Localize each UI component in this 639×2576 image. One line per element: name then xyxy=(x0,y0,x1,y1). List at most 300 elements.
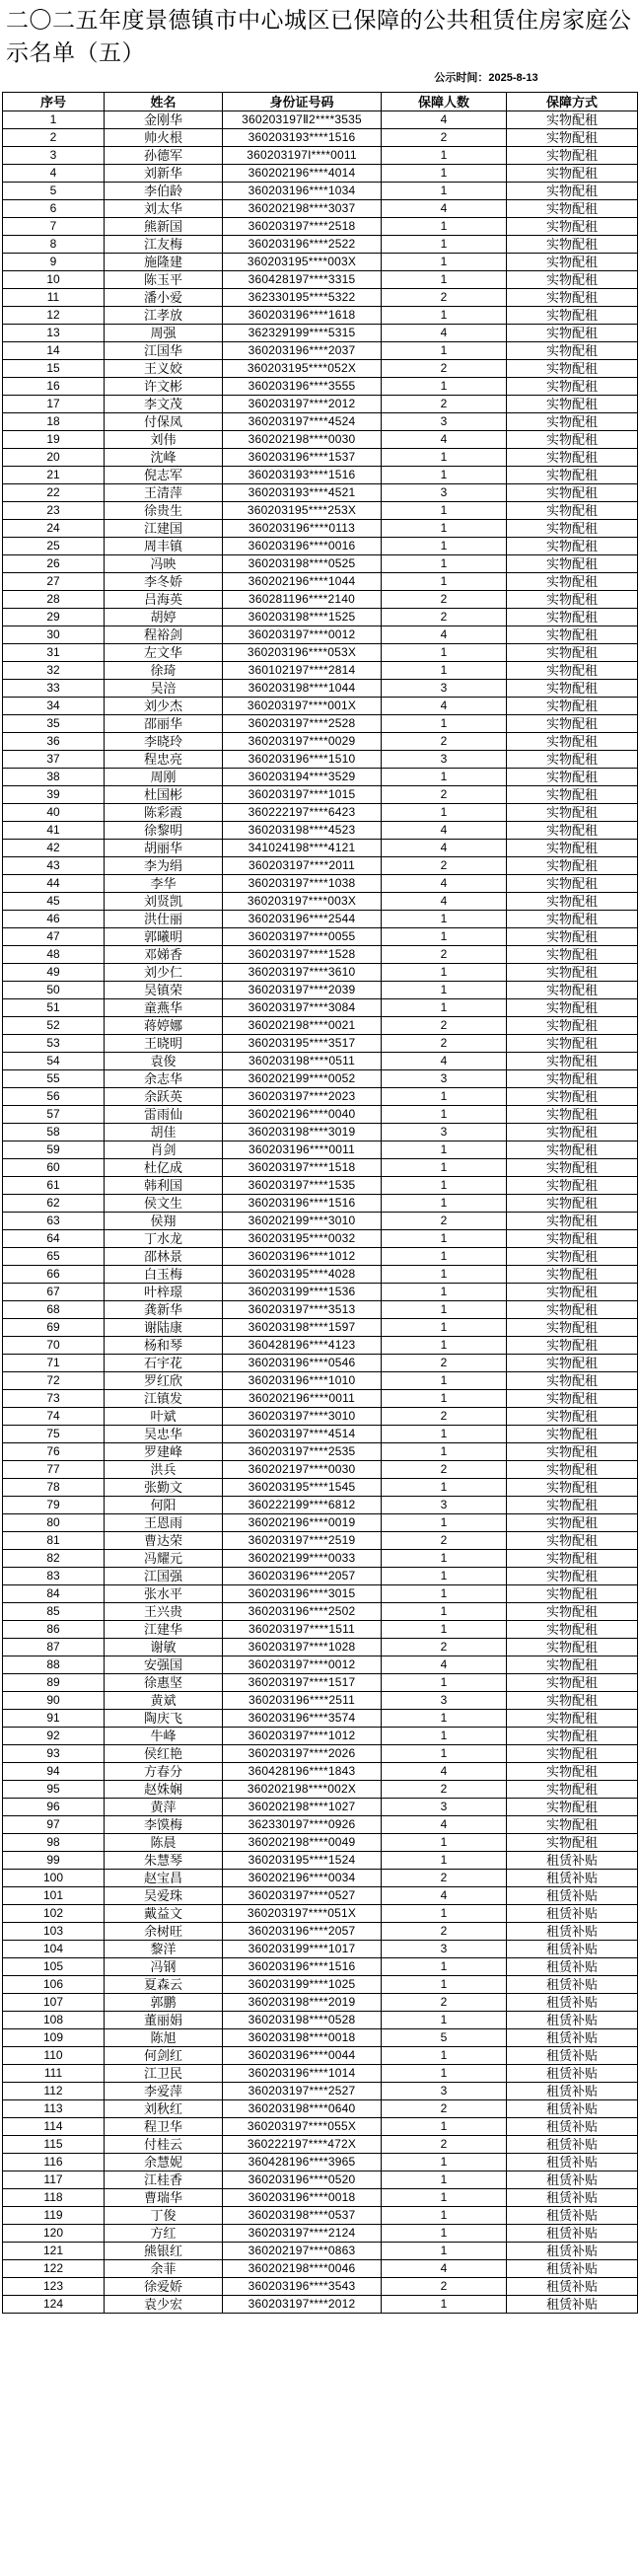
cell-support-type: 实物配租 xyxy=(507,378,638,396)
cell-seq: 69 xyxy=(3,1319,105,1337)
cell-support-type: 实物配租 xyxy=(507,1834,638,1852)
table-row xyxy=(3,2260,638,2278)
table-row xyxy=(3,307,638,325)
cell-household-size: 1 xyxy=(382,236,507,254)
cell-household-size: 2 xyxy=(382,1639,507,1656)
table-row xyxy=(3,555,638,573)
table-row xyxy=(3,2189,638,2207)
cell-id-number: 360203197I****0011 xyxy=(223,147,382,165)
cell-name: 石宇花 xyxy=(105,1355,223,1372)
cell-name: 金刚华 xyxy=(105,111,223,129)
cell-seq: 75 xyxy=(3,1426,105,1443)
cell-id-number: 360203193****4521 xyxy=(223,484,382,502)
table-row xyxy=(3,857,638,875)
table-row xyxy=(3,360,638,378)
cell-support-type: 实物配租 xyxy=(507,520,638,538)
cell-id-number: 360203195****052X xyxy=(223,360,382,378)
cell-id-number: 360203199****1025 xyxy=(223,1976,382,1994)
cell-id-number: 341024198****4121 xyxy=(223,840,382,857)
table-row xyxy=(3,1799,638,1816)
cell-household-size: 3 xyxy=(382,413,507,431)
cell-support-type: 实物配租 xyxy=(507,698,638,715)
cell-name: 丁水龙 xyxy=(105,1230,223,1248)
cell-name: 付桂云 xyxy=(105,2136,223,2154)
cell-support-type: 实物配租 xyxy=(507,840,638,857)
cell-name: 帅火根 xyxy=(105,129,223,147)
cell-household-size: 2 xyxy=(382,609,507,626)
cell-id-number: 360203197****1511 xyxy=(223,1621,382,1639)
cell-name: 余慧妮 xyxy=(105,2154,223,2171)
cell-name: 江建国 xyxy=(105,520,223,538)
cell-seq: 24 xyxy=(3,520,105,538)
table-row xyxy=(3,1674,638,1692)
cell-seq: 21 xyxy=(3,467,105,484)
cell-name: 江桂香 xyxy=(105,2171,223,2189)
cell-name: 刘少仁 xyxy=(105,964,223,982)
cell-household-size: 1 xyxy=(382,1266,507,1284)
cell-id-number: 360203197****2535 xyxy=(223,1443,382,1461)
cell-id-number: 360428196****3965 xyxy=(223,2154,382,2171)
cell-support-type: 实物配租 xyxy=(507,1745,638,1763)
cell-id-number: 360203196****0113 xyxy=(223,520,382,538)
cell-support-type: 实物配租 xyxy=(507,1230,638,1248)
cell-name: 安强国 xyxy=(105,1656,223,1674)
cell-id-number: 360202196****0040 xyxy=(223,1106,382,1124)
cell-name: 吴镇荣 xyxy=(105,982,223,999)
cell-name: 郭曦明 xyxy=(105,928,223,946)
cell-seq: 22 xyxy=(3,484,105,502)
cell-name: 王晓明 xyxy=(105,1035,223,1053)
cell-id-number: 360203196****3574 xyxy=(223,1710,382,1728)
cell-household-size: 1 xyxy=(382,1976,507,1994)
cell-id-number: 360203197****1015 xyxy=(223,786,382,804)
cell-name: 陈旭 xyxy=(105,2029,223,2047)
cell-seq: 88 xyxy=(3,1656,105,1674)
cell-id-number: 360203196****0016 xyxy=(223,538,382,555)
cell-support-type: 实物配租 xyxy=(507,1603,638,1621)
cell-name: 谢敏 xyxy=(105,1639,223,1656)
cell-support-type: 租赁补贴 xyxy=(507,2083,638,2100)
cell-household-size: 4 xyxy=(382,698,507,715)
table-row xyxy=(3,2083,638,2100)
cell-support-type: 租赁补贴 xyxy=(507,1870,638,1887)
cell-seq: 35 xyxy=(3,715,105,733)
cell-name: 余跃英 xyxy=(105,1088,223,1106)
cell-household-size: 1 xyxy=(382,1728,507,1745)
cell-seq: 48 xyxy=(3,946,105,964)
cell-seq: 57 xyxy=(3,1106,105,1124)
cell-household-size: 1 xyxy=(382,538,507,555)
cell-name: 白玉梅 xyxy=(105,1266,223,1284)
cell-id-number: 360202198****0021 xyxy=(223,1017,382,1035)
cell-seq: 81 xyxy=(3,1532,105,1550)
table-row xyxy=(3,1124,638,1141)
cell-household-size: 4 xyxy=(382,626,507,644)
cell-seq: 89 xyxy=(3,1674,105,1692)
cell-household-size: 1 xyxy=(382,715,507,733)
cell-name: 胡丽华 xyxy=(105,840,223,857)
cell-id-number: 360203197****1012 xyxy=(223,1728,382,1745)
table-row xyxy=(3,822,638,840)
cell-household-size: 1 xyxy=(382,218,507,236)
cell-support-type: 实物配租 xyxy=(507,1301,638,1319)
cell-id-number: 360203198****3019 xyxy=(223,1124,382,1141)
cell-seq: 113 xyxy=(3,2100,105,2118)
table-row xyxy=(3,2065,638,2083)
table-row xyxy=(3,200,638,218)
cell-seq: 44 xyxy=(3,875,105,893)
cell-support-type: 实物配租 xyxy=(507,165,638,183)
cell-id-number: 360281196****2140 xyxy=(223,591,382,609)
cell-seq: 108 xyxy=(3,2012,105,2029)
cell-seq: 2 xyxy=(3,129,105,147)
cell-seq: 120 xyxy=(3,2225,105,2243)
cell-name: 洪兵 xyxy=(105,1461,223,1479)
cell-household-size: 4 xyxy=(382,325,507,342)
cell-name: 韩利国 xyxy=(105,1177,223,1195)
cell-seq: 84 xyxy=(3,1585,105,1603)
cell-id-number: 362330195****5322 xyxy=(223,289,382,307)
cell-seq: 62 xyxy=(3,1195,105,1213)
header-name: 姓名 xyxy=(105,93,223,111)
cell-name: 陈晨 xyxy=(105,1834,223,1852)
cell-support-type: 实物配租 xyxy=(507,1692,638,1710)
table-row xyxy=(3,1514,638,1532)
cell-support-type: 实物配租 xyxy=(507,1799,638,1816)
cell-support-type: 实物配租 xyxy=(507,662,638,680)
cell-seq: 98 xyxy=(3,1834,105,1852)
table-row xyxy=(3,1994,638,2012)
cell-id-number: 360203197****0012 xyxy=(223,1656,382,1674)
cell-support-type: 实物配租 xyxy=(507,911,638,928)
cell-support-type: 实物配租 xyxy=(507,786,638,804)
cell-id-number: 360203197****003X xyxy=(223,893,382,911)
cell-seq: 43 xyxy=(3,857,105,875)
cell-name: 徐爱娇 xyxy=(105,2278,223,2296)
table-row xyxy=(3,1550,638,1568)
cell-household-size: 1 xyxy=(382,1479,507,1497)
cell-household-size: 2 xyxy=(382,733,507,751)
cell-household-size: 1 xyxy=(382,1177,507,1195)
cell-id-number: 360203196****1618 xyxy=(223,307,382,325)
cell-seq: 49 xyxy=(3,964,105,982)
cell-household-size: 4 xyxy=(382,875,507,893)
cell-id-number: 360203196****1014 xyxy=(223,2065,382,2083)
cell-household-size: 4 xyxy=(382,1887,507,1905)
cell-seq: 58 xyxy=(3,1124,105,1141)
cell-seq: 118 xyxy=(3,2189,105,2207)
cell-id-number: 360203197****3513 xyxy=(223,1301,382,1319)
table-row xyxy=(3,1230,638,1248)
cell-household-size: 1 xyxy=(382,520,507,538)
table-row xyxy=(3,1266,638,1284)
cell-name: 徐惠坚 xyxy=(105,1674,223,1692)
table-row xyxy=(3,1017,638,1035)
cell-name: 施隆建 xyxy=(105,254,223,271)
cell-seq: 67 xyxy=(3,1284,105,1301)
table-row xyxy=(3,804,638,822)
cell-name: 李馍梅 xyxy=(105,1816,223,1834)
cell-support-type: 租赁补贴 xyxy=(507,2065,638,2083)
cell-seq: 12 xyxy=(3,307,105,325)
cell-household-size: 1 xyxy=(382,1710,507,1728)
cell-support-type: 实物配租 xyxy=(507,1461,638,1479)
table-row xyxy=(3,1532,638,1550)
cell-seq: 41 xyxy=(3,822,105,840)
table-row xyxy=(3,1568,638,1585)
cell-id-number: 360203197****3010 xyxy=(223,1408,382,1426)
cell-id-number: 360203195****0032 xyxy=(223,1230,382,1248)
cell-support-type: 实物配租 xyxy=(507,751,638,769)
table-row xyxy=(3,1443,638,1461)
cell-name: 付保凤 xyxy=(105,413,223,431)
cell-seq: 117 xyxy=(3,2171,105,2189)
table-row xyxy=(3,1887,638,1905)
cell-name: 杨和琴 xyxy=(105,1337,223,1355)
cell-support-type: 实物配租 xyxy=(507,200,638,218)
cell-name: 江孝放 xyxy=(105,307,223,325)
cell-household-size: 1 xyxy=(382,573,507,591)
table-row xyxy=(3,1461,638,1479)
cell-seq: 55 xyxy=(3,1070,105,1088)
cell-seq: 32 xyxy=(3,662,105,680)
cell-household-size: 3 xyxy=(382,1941,507,1958)
cell-name: 吴涪 xyxy=(105,680,223,698)
table-row xyxy=(3,1905,638,1923)
cell-name: 刘贤凯 xyxy=(105,893,223,911)
cell-seq: 72 xyxy=(3,1372,105,1390)
table-row xyxy=(3,1355,638,1372)
cell-household-size: 1 xyxy=(382,254,507,271)
cell-name: 江镇发 xyxy=(105,1390,223,1408)
table-row xyxy=(3,1159,638,1177)
cell-seq: 95 xyxy=(3,1781,105,1799)
cell-name: 陶庆飞 xyxy=(105,1710,223,1728)
cell-household-size: 1 xyxy=(382,1834,507,1852)
cell-support-type: 实物配租 xyxy=(507,413,638,431)
cell-name: 龚新华 xyxy=(105,1301,223,1319)
cell-seq: 124 xyxy=(3,2296,105,2314)
cell-support-type: 实物配租 xyxy=(507,1372,638,1390)
cell-household-size: 3 xyxy=(382,484,507,502)
cell-name: 江卫民 xyxy=(105,2065,223,2083)
cell-household-size: 2 xyxy=(382,946,507,964)
cell-support-type: 实物配租 xyxy=(507,396,638,413)
cell-household-size: 1 xyxy=(382,644,507,662)
cell-household-size: 1 xyxy=(382,2012,507,2029)
cell-support-type: 租赁补贴 xyxy=(507,2029,638,2047)
cell-support-type: 实物配租 xyxy=(507,484,638,502)
cell-name: 邓娣香 xyxy=(105,946,223,964)
cell-household-size: 2 xyxy=(382,2278,507,2296)
cell-household-size: 1 xyxy=(382,2189,507,2207)
cell-seq: 11 xyxy=(3,289,105,307)
cell-support-type: 实物配租 xyxy=(507,1674,638,1692)
cell-seq: 122 xyxy=(3,2260,105,2278)
cell-household-size: 1 xyxy=(382,449,507,467)
cell-household-size: 1 xyxy=(382,1443,507,1461)
cell-household-size: 3 xyxy=(382,1799,507,1816)
table-row xyxy=(3,147,638,165)
table-row xyxy=(3,218,638,236)
cell-id-number: 360203197****2026 xyxy=(223,1745,382,1763)
cell-name: 江友梅 xyxy=(105,236,223,254)
cell-name: 李晓玲 xyxy=(105,733,223,751)
cell-household-size: 1 xyxy=(382,1905,507,1923)
cell-support-type: 实物配租 xyxy=(507,1728,638,1745)
table-row xyxy=(3,342,638,360)
cell-support-type: 实物配租 xyxy=(507,467,638,484)
table-row xyxy=(3,271,638,289)
cell-id-number: 360203197****2023 xyxy=(223,1088,382,1106)
cell-id-number: 360203198****1525 xyxy=(223,609,382,626)
cell-id-number: 360203194****3529 xyxy=(223,769,382,786)
cell-seq: 40 xyxy=(3,804,105,822)
cell-id-number: 360203196****3543 xyxy=(223,2278,382,2296)
table-row xyxy=(3,1390,638,1408)
cell-household-size: 4 xyxy=(382,840,507,857)
cell-seq: 110 xyxy=(3,2047,105,2065)
cell-household-size: 4 xyxy=(382,111,507,129)
cell-household-size: 1 xyxy=(382,662,507,680)
table-row xyxy=(3,254,638,271)
cell-id-number: 360203197****1038 xyxy=(223,875,382,893)
cell-household-size: 4 xyxy=(382,1816,507,1834)
cell-support-type: 实物配租 xyxy=(507,875,638,893)
table-row xyxy=(3,165,638,183)
publish-date: 公示时间：2025-8-13 xyxy=(434,72,538,84)
cell-seq: 83 xyxy=(3,1568,105,1585)
cell-household-size: 4 xyxy=(382,1656,507,1674)
cell-id-number: 360203197****055X xyxy=(223,2118,382,2136)
cell-household-size: 1 xyxy=(382,1106,507,1124)
cell-seq: 91 xyxy=(3,1710,105,1728)
cell-id-number: 360203196****2057 xyxy=(223,1923,382,1941)
cell-id-number: 360203196****2511 xyxy=(223,1692,382,1710)
cell-seq: 9 xyxy=(3,254,105,271)
table-row xyxy=(3,1035,638,1053)
cell-id-number: 360203197****2012 xyxy=(223,396,382,413)
cell-id-number: 360203197****0029 xyxy=(223,733,382,751)
cell-support-type: 实物配租 xyxy=(507,1319,638,1337)
cell-support-type: 实物配租 xyxy=(507,1621,638,1639)
cell-seq: 103 xyxy=(3,1923,105,1941)
cell-seq: 54 xyxy=(3,1053,105,1070)
table-row xyxy=(3,1195,638,1213)
cell-support-type: 实物配租 xyxy=(507,857,638,875)
cell-support-type: 实物配租 xyxy=(507,964,638,982)
cell-id-number: 360203198****4523 xyxy=(223,822,382,840)
cell-id-number: 360203197****4514 xyxy=(223,1426,382,1443)
cell-household-size: 2 xyxy=(382,2136,507,2154)
cell-household-size: 1 xyxy=(382,1230,507,1248)
cell-support-type: 实物配租 xyxy=(507,183,638,200)
table-row xyxy=(3,1070,638,1088)
table-row xyxy=(3,751,638,769)
cell-seq: 86 xyxy=(3,1621,105,1639)
cell-seq: 5 xyxy=(3,183,105,200)
cell-household-size: 1 xyxy=(382,1390,507,1408)
cell-household-size: 2 xyxy=(382,591,507,609)
cell-name: 程卫华 xyxy=(105,2118,223,2136)
table-row xyxy=(3,2012,638,2029)
cell-name: 朱慧琴 xyxy=(105,1852,223,1870)
cell-support-type: 实物配租 xyxy=(507,1070,638,1088)
cell-household-size: 1 xyxy=(382,2154,507,2171)
table-row xyxy=(3,431,638,449)
table-body xyxy=(3,111,638,2314)
cell-id-number: 360203197****4524 xyxy=(223,413,382,431)
cell-name: 叶斌 xyxy=(105,1408,223,1426)
cell-id-number: 360202197****0863 xyxy=(223,2243,382,2260)
cell-name: 杜国彬 xyxy=(105,786,223,804)
cell-household-size: 3 xyxy=(382,2083,507,2100)
cell-seq: 116 xyxy=(3,2154,105,2171)
table-row xyxy=(3,396,638,413)
table-row xyxy=(3,1692,638,1710)
table-row xyxy=(3,1603,638,1621)
cell-seq: 114 xyxy=(3,2118,105,2136)
cell-id-number: 360203199****1017 xyxy=(223,1941,382,1958)
cell-name: 侯翔 xyxy=(105,1213,223,1230)
cell-name: 周刚 xyxy=(105,769,223,786)
cell-name: 丁俊 xyxy=(105,2207,223,2225)
cell-support-type: 实物配租 xyxy=(507,1781,638,1799)
cell-id-number: 360203198****1044 xyxy=(223,680,382,698)
cell-name: 夏森云 xyxy=(105,1976,223,1994)
cell-household-size: 1 xyxy=(382,271,507,289)
cell-id-number: 360203196****1516 xyxy=(223,1195,382,1213)
cell-seq: 14 xyxy=(3,342,105,360)
cell-support-type: 实物配租 xyxy=(507,218,638,236)
cell-household-size: 1 xyxy=(382,378,507,396)
cell-seq: 65 xyxy=(3,1248,105,1266)
cell-name: 杜亿成 xyxy=(105,1159,223,1177)
table-row xyxy=(3,236,638,254)
cell-seq: 123 xyxy=(3,2278,105,2296)
cell-name: 刘少杰 xyxy=(105,698,223,715)
cell-household-size: 1 xyxy=(382,1195,507,1213)
cell-id-number: 360203197****2519 xyxy=(223,1532,382,1550)
cell-name: 童燕华 xyxy=(105,999,223,1017)
cell-support-type: 租赁补贴 xyxy=(507,1887,638,1905)
cell-support-type: 实物配租 xyxy=(507,769,638,786)
cell-id-number: 360203198****0525 xyxy=(223,555,382,573)
table-row xyxy=(3,946,638,964)
cell-household-size: 2 xyxy=(382,1994,507,2012)
cell-household-size: 1 xyxy=(382,1088,507,1106)
cell-seq: 66 xyxy=(3,1266,105,1284)
cell-seq: 25 xyxy=(3,538,105,555)
cell-name: 罗建峰 xyxy=(105,1443,223,1461)
cell-support-type: 租赁补贴 xyxy=(507,2243,638,2260)
cell-id-number: 360203196****2544 xyxy=(223,911,382,928)
cell-name: 江国华 xyxy=(105,342,223,360)
cell-seq: 96 xyxy=(3,1799,105,1816)
cell-name: 胡佳 xyxy=(105,1124,223,1141)
cell-household-size: 1 xyxy=(382,2171,507,2189)
cell-household-size: 1 xyxy=(382,502,507,520)
cell-support-type: 实物配租 xyxy=(507,1763,638,1781)
cell-name: 叶梓璟 xyxy=(105,1284,223,1301)
cell-support-type: 租赁补贴 xyxy=(507,2100,638,2118)
table-row xyxy=(3,1834,638,1852)
cell-seq: 17 xyxy=(3,396,105,413)
cell-name: 徐贵生 xyxy=(105,502,223,520)
cell-support-type: 实物配租 xyxy=(507,1408,638,1426)
header-support-type: 保障方式 xyxy=(507,93,638,111)
document-title: 二〇二五年度景德镇市中心城区已保障的公共租赁住房家庭公示名单（五） xyxy=(6,8,632,65)
